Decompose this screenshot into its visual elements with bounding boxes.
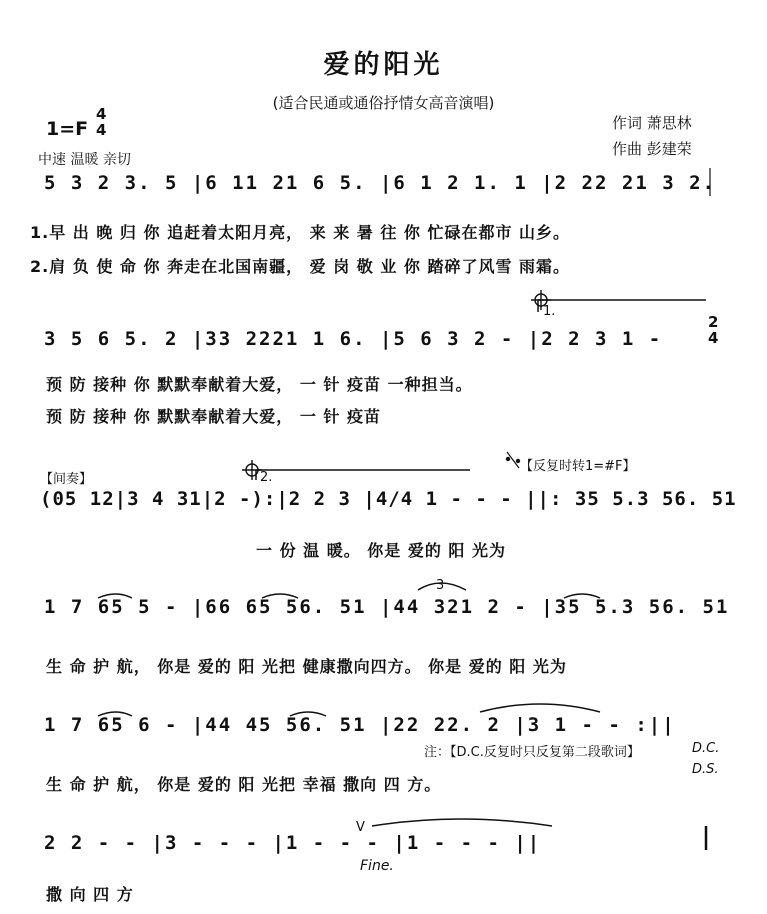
tie-system-5	[480, 704, 600, 712]
tie-system-6	[372, 819, 552, 826]
notation-line-2: 3 5 6 5. 2 |33 2221 1 6. |5 6 3 2 - |2 2 3 1 -	[44, 328, 663, 350]
segno-sign	[506, 452, 519, 468]
tempo-marking: 中速 温暖 亲切	[38, 152, 131, 168]
notation-line-6: 2 2 - - |3 - - - |1 - - - |1 - - - ||	[44, 832, 542, 854]
lyricist: 作词 萧思林	[612, 114, 692, 132]
breath-mark: V	[356, 820, 365, 835]
composer: 作曲 彭建荣	[612, 140, 692, 158]
notation-line-3: (05 12|3 4 31|2 -):|2 2 3 |4/4 1 - - - ||: 35 5.3 56. 51	[40, 488, 737, 510]
slur-56-c	[290, 712, 326, 716]
coda-sign-1	[531, 290, 551, 310]
song-title: 爱的阳光	[323, 50, 444, 80]
lyric-line-5: 生 命 护 航， 你是 爱的 阳 光把 幸福 撒向 四 方。	[46, 775, 442, 794]
triplet-bracket	[418, 583, 466, 590]
time-signature-bottom: 4	[96, 121, 107, 139]
volta-1-bracket	[538, 300, 706, 312]
interlude-label: 【间奏】	[40, 472, 93, 487]
song-subtitle: (适合民通或通俗抒情女高音演唱)	[272, 94, 495, 112]
slur-56-a	[262, 594, 298, 598]
lyric-line-2a: 预 防 接种 你 默默奉献着大爱， 一 针 疫苗 一种担当。	[46, 375, 473, 394]
footnote: 注：【D.C.反复时只反复第二段歌词】	[424, 745, 640, 760]
notation-line-4: 1 7 65 5 - |66 65 56. 51 |44 321 2 - |35 5.3 56. 51	[44, 596, 730, 618]
lyric-line-3: 一 份 温 暖。 你是 爱的 阳 光为	[256, 541, 506, 560]
ds-marking: D.S.	[692, 762, 719, 777]
volta-2-bracket	[256, 470, 470, 480]
volta-1-label: 1.	[543, 304, 556, 319]
segno-note: 【反复时转1=#F】	[520, 459, 636, 474]
lyric-line-4: 生 命 护 航， 你是 爱的 阳 光把 健康撒向四方。 你是 爱的 阳 光为	[46, 657, 567, 676]
time-signature-top: 4	[96, 105, 107, 123]
notation-line-5: 1 7 65 6 - |44 45 56. 51 |22 22. 2 |3 1 - - :||	[44, 714, 676, 736]
volta-2-label: 2.	[260, 470, 273, 485]
time-signature-change-bottom: 4	[708, 329, 719, 347]
lyric-line-1a: 1.早 出 晚 归 你 追赶着太阳月亮， 来 来 暑 往 你 忙碌在都市 山乡。	[30, 223, 571, 242]
slur-65-b	[98, 712, 132, 716]
slur-56-b	[564, 594, 600, 598]
slur-65-a	[98, 594, 132, 598]
triplet-marker: 3	[436, 578, 445, 593]
dc-marking: D.C.	[692, 741, 720, 756]
time-signature-change-top: 2	[708, 313, 719, 331]
coda-sign-2	[242, 460, 262, 480]
notation-line-1: 5 3 2 3. 5 |6 11 21 6 5. |6 1 2 1. 1 |2 22 21 3 2.	[44, 172, 716, 194]
lyric-line-2b: 预 防 接种 你 默默奉献着大爱， 一 针 疫苗	[46, 407, 381, 426]
fine-marking: Fine.	[360, 858, 394, 874]
lyric-line-6: 撒 向 四 方	[46, 885, 134, 904]
key-signature: 1=F	[46, 118, 89, 140]
lyric-line-1b: 2.肩 负 使 命 你 奔走在北国南疆， 爱 岗 敬 业 你 踏碎了风雪 雨霜。	[30, 257, 571, 276]
